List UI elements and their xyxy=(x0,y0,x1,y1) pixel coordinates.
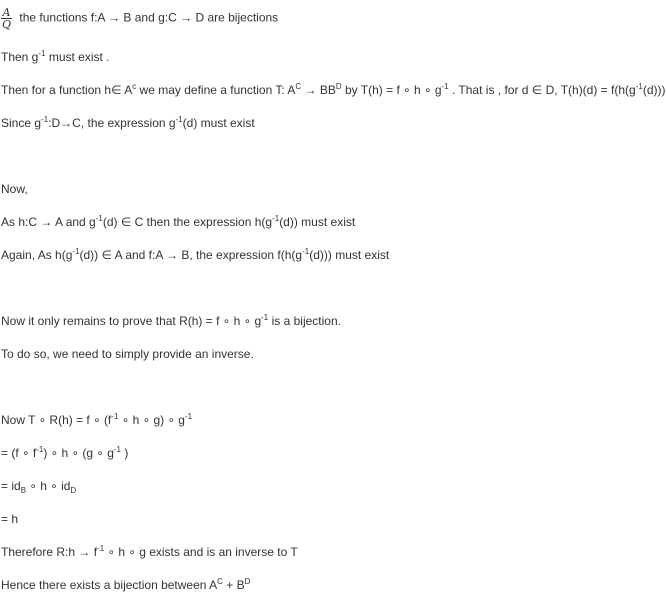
answer-fraction xyxy=(1,7,12,30)
line-conclusion: Hence there exists a bijection between $A^C + B^D$ xyxy=(1,577,251,592)
line-define-t: Then for a function h∈ $A^c$ we may define a function T: $A^C \to BB^D$ by T(h) = f ∘ h ∘ $g^{-1}$ . That is , for d ∈ D, $T(h)(d) = f(h(g^{-1}(d)))$ xyxy=(1,82,666,97)
intro-text: the functions f:A → B and g:C → D are bijections xyxy=(16,10,279,25)
line-g-inverse-exists: Then $g^{-1}$ must exist . xyxy=(1,49,110,64)
line-since-g-inverse: Since $g^{-1}:D\to C$, the expression $g^{-1}(d)$ must exist xyxy=(1,115,255,130)
line-therefore: Therefore R:h → $f^{-1}$ ∘ h ∘ g exists and is an inverse to T xyxy=(1,544,298,559)
fraction-numerator: A xyxy=(2,6,11,19)
fraction-denominator: Q xyxy=(2,18,12,31)
line-equals-h: = h xyxy=(1,512,19,526)
line-now: Now, xyxy=(1,182,28,196)
line-provide-inverse: To do so, we need to simply provide an inverse. xyxy=(1,347,254,361)
intro-line xyxy=(1,7,278,30)
line-t-compose-r: Now T ∘ R(h) = f ∘ ($f^{-1}$ ∘ h ∘ g) ∘ $g^{-1}$ xyxy=(1,412,193,427)
line-h-expression: As h:C → A and $g^{-1}(d)$ ∈ C then the expression $h(g^{-1}(d))$ must exist xyxy=(1,214,356,229)
line-identities: = $id_B$ ∘ h ∘ $id_D$ xyxy=(1,479,77,495)
line-regroup: = (f ∘ $f^{-1}$) ∘ h ∘ (g ∘ $g^{-1}$ ) xyxy=(1,445,129,460)
line-prove-bijection: Now it only remains to prove that R(h) = f ∘ h ∘ $g^{-1}$ is a bijection. xyxy=(1,313,341,328)
line-f-expression: Again, As $h(g^{-1}(d))$ ∈ A and f:A → B, the expression $f(h(g^{-1}(d)))$ must exist xyxy=(1,247,390,262)
